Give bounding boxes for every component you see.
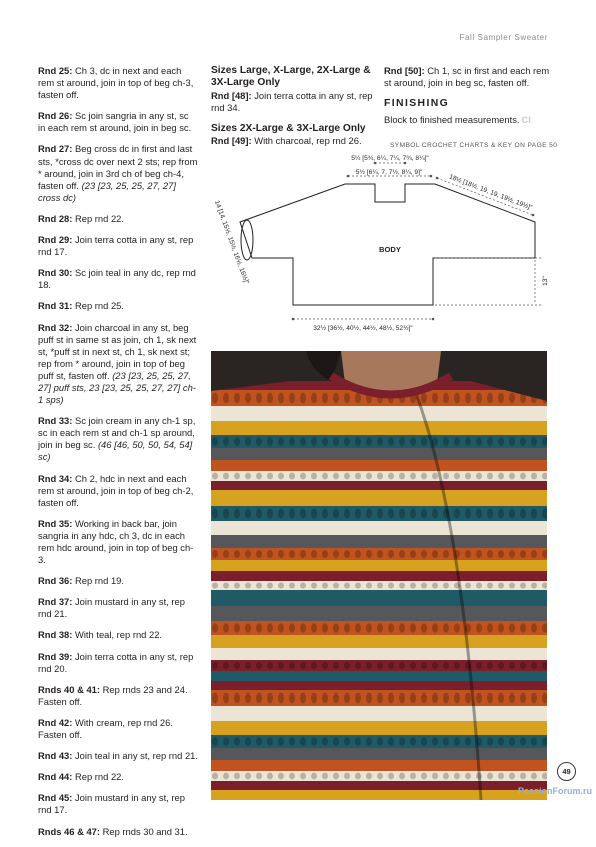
chart-reference-note: SYMBOL CROCHET CHARTS & KEY ON PAGE 50 (390, 142, 558, 149)
yarn-stripe (211, 571, 547, 581)
yarn-stripe (211, 671, 547, 681)
body-length-label: 13" (542, 276, 549, 286)
round-instruction: Rnd 25: Ch 3, dc in next and each rem st around, join in top of beg ch-3, fasten off. (38, 65, 194, 101)
round-instruction: Rnd 36: Rep rnd 19. (38, 575, 124, 587)
yarn-stripe (211, 406, 547, 421)
yarn-stripe (211, 448, 547, 460)
instructions-middle-column (211, 65, 379, 157)
yarn-stripe (211, 760, 547, 771)
neck-outer-label: 5¼ [5¾, 6¼, 7¼, 7¾, 8¼]" (351, 155, 429, 162)
round-instruction: Rnd 39: Join terra cotta in any st, rep rnd 20. (38, 650, 194, 674)
round-instruction: Rnds 40 & 41: Rep rnds 23 and 24. Fasten off. (38, 683, 188, 707)
yarn-stripe (211, 590, 547, 606)
yarn-stripe (211, 648, 547, 660)
watermark: PassionForum.ru (517, 786, 592, 796)
sweater-photo (211, 351, 547, 800)
round-instruction: Rnd 28: Rep rnd 22. (38, 212, 124, 224)
round-instruction: Rnd 31: Rep rnd 25. (38, 300, 124, 312)
sleeve-top-label: 18½ [18½, 19, 19, 19½, 19½]" (447, 173, 534, 212)
yarn-stripe (211, 721, 547, 735)
running-head: Fall Sampler Sweater (459, 33, 548, 42)
yarn-stripe (211, 535, 547, 548)
yarn-stripe (211, 460, 547, 471)
instructions-left-column (38, 65, 198, 847)
round-instruction: Rnd 45: Join mustard in any st, rep rnd 17. (38, 792, 185, 816)
yarn-stripe (211, 635, 547, 648)
yarn-stripe (211, 748, 547, 760)
crochet-level-icon: CI (521, 114, 531, 126)
round-instruction: Rnd [48]: Join terra cotta in any st, rep rnd 34. (211, 89, 373, 113)
instructions-right-column (384, 65, 554, 126)
size-heading-2x-3x: Sizes 2X-Large & 3X-Large Only (211, 123, 366, 134)
round-instruction: Rnd [49]: With charcoal, rep rnd 26. (211, 135, 362, 147)
yarn-stripe (211, 421, 547, 435)
round-instruction: Rnd 43: Join teal in any st, rep rnd 21. (38, 750, 198, 762)
neck-inner-label: 5½ [6¼, 7, 7½, 8¼, 9]" (355, 169, 423, 176)
sleeve-cuff-label: 14 [14, 15½, 15½, 16½, 16½]" (212, 199, 250, 286)
sweater-schematic (205, 155, 565, 345)
round-instruction: Rnd 32: Join charcoal in any st, beg puff st in same st as join, ch 1, sk next st, *puff st in next st, ch 1, sk next st; rep from * around, join in top of beg puff st, fasten off. (23 [23, 25, 25, 27, 27] puff sts, 23 [23, 25, 25, 27, 27] ch-1 sps) (38, 321, 197, 406)
round-instruction: Rnd 35: Working in back bar, join sangria in any hdc, ch 3, dc in each rem hdc around, join in top of beg ch-3. (38, 517, 194, 566)
page-number: 49 (557, 762, 576, 781)
round-instruction: Rnds 46 & 47: Rep rnds 30 and 31. (38, 825, 188, 837)
round-instruction: Rnd 27: Beg cross dc in first and last sts, *cross dc over next 2 sts; rep from * around, join in 3rd ch of beg ch-4, fasten off. (23 [23, 25, 25, 27, 27] cross dc) (38, 143, 198, 203)
round-instruction: Rnd 30: Sc join teal in any dc, rep rnd 18. (38, 267, 196, 291)
body-label: BODY (379, 245, 401, 254)
round-instruction: Rnd 44: Rep rnd 22. (38, 771, 124, 783)
round-instruction: Rnd 38: With teal, rep rnd 22. (38, 629, 163, 641)
round-instruction: Rnd [50]: Ch 1, sc in first and each rem st around, join in beg sc, fasten off. (384, 65, 550, 89)
sleeve-cuff (241, 220, 253, 260)
finishing-heading: FINISHING (384, 98, 450, 110)
size-heading-large-up: Sizes Large, X-Large, 2X-Large & 3X-Large Only (211, 65, 371, 89)
yarn-stripe (211, 521, 547, 535)
sweater-photo-illustration (211, 351, 547, 800)
finishing-instruction: Block to finished measurements. CI (384, 114, 531, 126)
round-instruction: Rnd 37: Join mustard in any st, rep rnd 21. (38, 596, 185, 620)
hip-width-label: 32½ [36½, 40½, 44½, 48½, 52½]" (313, 325, 413, 332)
yarn-stripe (211, 706, 547, 721)
yarn-stripe (211, 560, 547, 571)
round-instruction: Rnd 33: Sc join cream in any ch-1 sp, sc in each rem st and ch-1 sp around, join in beg sc. (46 [46, 50, 50, 54, 54] sc) (38, 415, 196, 463)
round-instruction: Rnd 42: With cream, rep rnd 26. Fasten off. (38, 716, 173, 741)
round-instruction: Rnd 26: Sc join sangria in any st, sc in each rem st around, join in beg sc. (38, 110, 192, 134)
yarn-stripe (211, 790, 547, 806)
round-instruction: Rnd 34: Ch 2, hdc in next and each rem st around, join in top of beg ch-2, fasten off. (38, 472, 194, 508)
round-instruction: Rnd 29: Join terra cotta in any st, rep rnd 17. (38, 234, 194, 258)
yarn-stripe (211, 606, 547, 621)
yarn-stripe (211, 490, 547, 506)
yarn-stripe (211, 481, 547, 490)
yarn-stripe (211, 681, 547, 690)
yarn-stripe (211, 781, 547, 790)
